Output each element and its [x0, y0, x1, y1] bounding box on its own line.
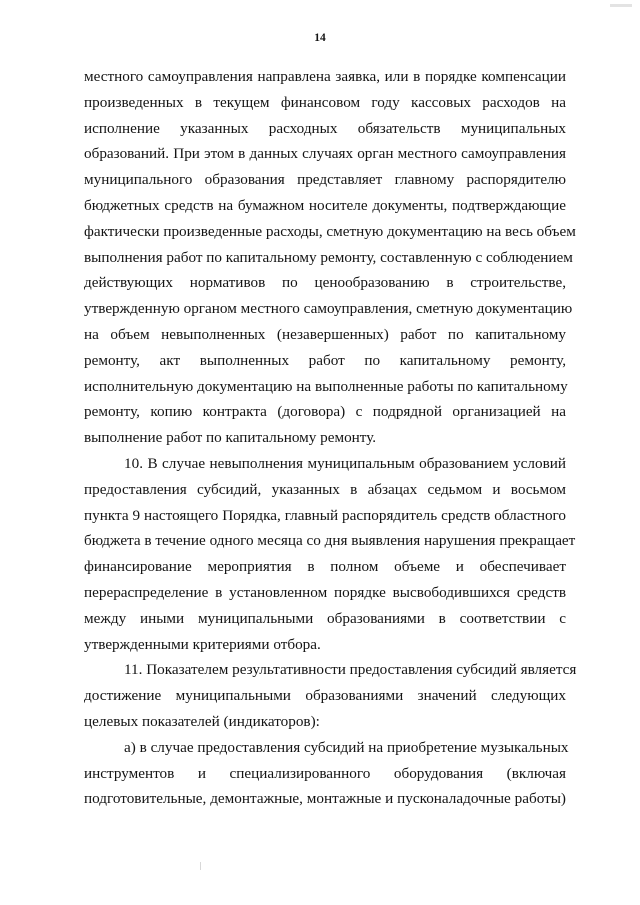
text-line: бюджета в течение одного месяца со дня выявления нарушения прекращает: [84, 532, 576, 550]
text-line: фактически произведенные расходы, сметную документацию на весь объем: [84, 222, 576, 240]
text-line: ремонту, копию контракта (договора) с подрядной организацией на: [84, 403, 566, 421]
text-line: исполнительную документацию на выполненные работы по капитальному: [84, 377, 568, 395]
text-line: действующих нормативов по ценообразованию в строительстве,: [84, 274, 566, 292]
text-line: выполнения работ по капитальному ремонту, составленную с соблюдением: [84, 248, 573, 266]
text-line: перераспределение в установленном порядке высвободившихся средств: [84, 583, 566, 601]
text-line: ремонту, акт выполненных работ по капитальному ремонту,: [84, 351, 566, 369]
text-line: утвержденными критериями отбора.: [84, 635, 321, 653]
text-line: инструментов и специализированного оборудования (включая: [84, 764, 566, 782]
text-line: достижение муниципальными образованиями значений следующих: [84, 687, 566, 705]
body-text: [84, 64, 577, 812]
text-line: утвержденную органом местного самоуправления, сметную документацию: [84, 300, 573, 318]
text-line: финансирование мероприятия в полном объеме и обеспечивает: [84, 558, 566, 576]
text-line: на объем невыполненных (незавершенных) работ по капитальному: [84, 325, 566, 343]
text-line: пункта 9 настоящего Порядка, главный распорядитель средств областного: [84, 506, 566, 524]
text-line: муниципального образования представляет главному распорядителю: [84, 171, 566, 189]
text-line: подготовительные, демонтажные, монтажные и пусконаладочные работы): [84, 790, 566, 808]
text-line: выполнение работ по капитальному ремонту.: [84, 429, 377, 447]
text-line: местного самоуправления направлена заявка, или в порядке компенсации: [84, 68, 566, 85]
paragraph-11-start: 11. Показателем результативности предоставления субсидий является: [124, 661, 577, 679]
text-line: образований. При этом в данных случаях орган местного самоуправления: [84, 145, 566, 163]
text-line: целевых показателей (индикаторов):: [84, 712, 320, 730]
page-number: 14: [314, 32, 326, 44]
text-line: бюджетных средств на бумажном носителе документы, подтверждающие: [84, 196, 566, 214]
scan-artifact: [200, 862, 201, 870]
subparagraph-a-start: а) в случае предоставления субсидий на приобретение музыкальных: [124, 738, 569, 756]
paragraph-10-start: 10. В случае невыполнения муниципальным образованием условий: [124, 454, 566, 472]
text-line: исполнение указанных расходных обязательств муниципальных: [84, 119, 566, 137]
text-line: между иными муниципальными образованиями в соответствии с: [84, 609, 566, 627]
text-line: предоставления субсидий, указанных в абзацах седьмом и восьмом: [84, 480, 566, 498]
scan-artifact: [610, 4, 632, 7]
text-line: произведенных в текущем финансовом году кассовых расходов на: [84, 93, 566, 111]
